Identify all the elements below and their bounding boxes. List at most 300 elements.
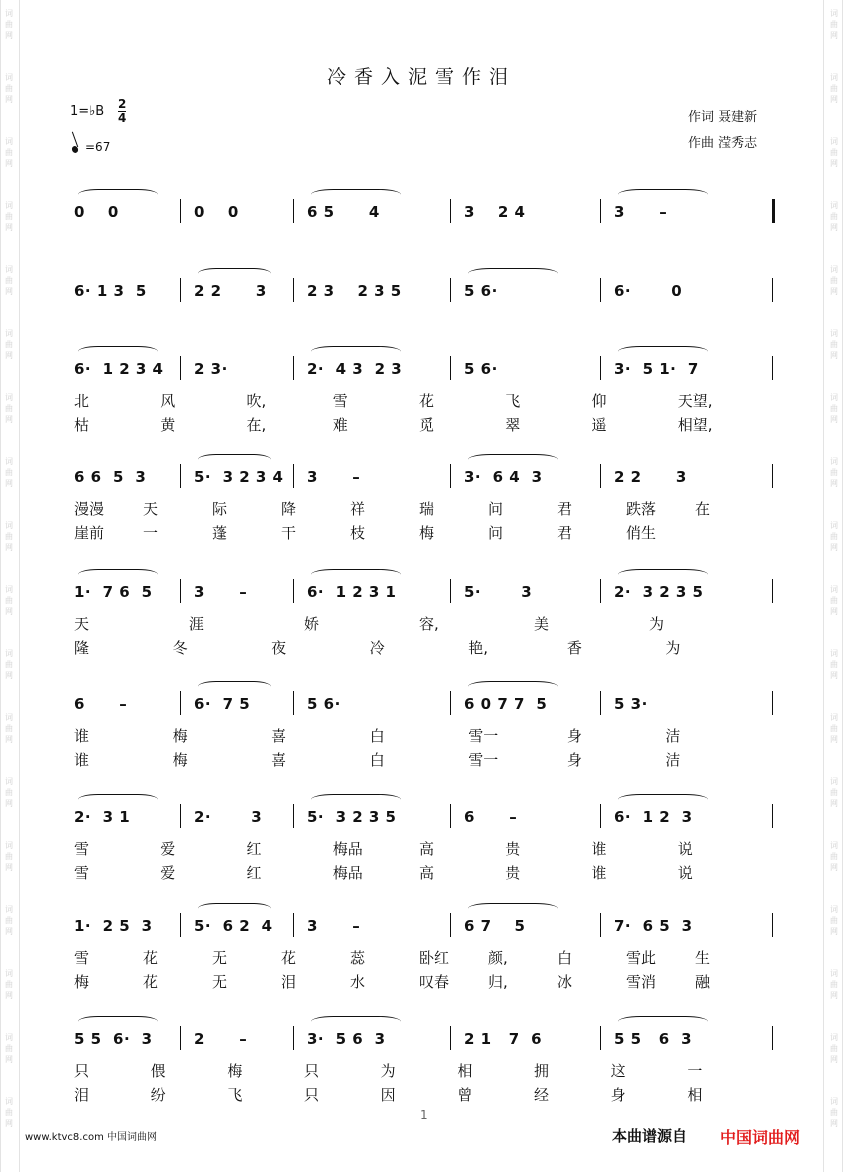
lyric-word: 为 [380, 1062, 396, 1080]
lyric-word: 叹春 [419, 973, 450, 991]
watermark-text: 词 曲 网 [5, 393, 13, 424]
lyric-word: 洁 [665, 727, 681, 745]
score-line [0, 583, 843, 663]
notation-row [60, 203, 780, 225]
bar-line [293, 278, 294, 302]
watermark-text: 词 曲 网 [830, 1033, 838, 1064]
lyric-word: 艳, [468, 639, 489, 657]
watermark-text: 词 曲 网 [5, 9, 13, 40]
end-bar-line [772, 691, 773, 715]
lyric-word: 际 [212, 500, 228, 518]
lyric-word: 雪 [332, 392, 348, 410]
bar-line [293, 1026, 294, 1050]
measure-notes: 5· 3 2 3 4 [194, 468, 284, 486]
measure-notes: 5 6· [464, 360, 498, 378]
lyric-word: 生 [695, 949, 711, 967]
lyric-word: 无 [212, 949, 228, 967]
slur-arc [311, 189, 401, 200]
watermark-text: 词 曲 网 [5, 905, 13, 936]
measure-notes: 5· 6 2 4 [194, 917, 273, 935]
bar-line [180, 804, 181, 828]
watermark-text: 词 曲 网 [830, 201, 838, 232]
measure-notes: 3· 5 6 3 [307, 1030, 386, 1048]
lyric-word: 隆 [74, 639, 90, 657]
watermark-text: 词 曲 网 [5, 137, 13, 168]
watermark-text: 词 曲 网 [830, 1097, 838, 1128]
notation-row [60, 1030, 780, 1052]
bar-line [600, 356, 601, 380]
watermark-text: 词 曲 网 [830, 969, 838, 1000]
measure-notes: 6· 1 3 5 [74, 282, 147, 300]
lyric-word: 天望, [677, 392, 713, 410]
lyric-word: 飞 [505, 392, 521, 410]
lyric-word: 冰 [557, 973, 573, 991]
bar-line [293, 199, 294, 223]
measure-notes: 5 6· [464, 282, 498, 300]
lyric-word: 蕊 [350, 949, 366, 967]
bar-line [180, 691, 181, 715]
lyric-word: 相望, [677, 416, 713, 434]
composer-credit: 作曲 滢秀志 [688, 136, 758, 151]
lyrics-verse-2 [60, 522, 780, 542]
page-number: 1 [420, 1108, 428, 1122]
lyric-word: 归, [488, 973, 508, 991]
watermark-text: 词 曲 网 [5, 777, 13, 808]
lyric-word: 纷 [150, 1086, 166, 1104]
measure-notes: 6 7 5 [464, 917, 526, 935]
measure-notes: 6 – [464, 808, 518, 826]
watermark-text: 词 曲 网 [5, 521, 13, 552]
lyrics-verse-1 [60, 390, 780, 410]
lyric-word: 谁 [74, 727, 90, 745]
measure-notes: 3· 6 4 3 [464, 468, 543, 486]
score-line [0, 203, 843, 283]
lyrics-verse-2 [60, 637, 780, 657]
watermark-text: 词 曲 网 [830, 329, 838, 360]
lyric-word: 相 [457, 1062, 473, 1080]
watermark-text: 词 曲 网 [830, 521, 838, 552]
time-signature [118, 98, 126, 125]
measure-notes: 0 0 [194, 203, 239, 221]
lyric-word: 颜, [488, 949, 508, 967]
lyric-word: 曾 [457, 1086, 473, 1104]
bar-line [293, 804, 294, 828]
lyric-word: 喜 [271, 751, 287, 769]
end-bar-line [772, 1026, 773, 1050]
measure-notes: 2 2 3 [194, 282, 267, 300]
watermark-text: 词 曲 网 [830, 137, 838, 168]
lyric-word: 身 [566, 751, 582, 769]
lyric-word: 融 [695, 973, 711, 991]
watermark-text: 词 曲 网 [830, 73, 838, 104]
slur-arc [198, 903, 271, 914]
lyric-word: 在 [695, 500, 711, 518]
measure-notes: 3 – [307, 468, 361, 486]
lyric-word: 花 [419, 392, 435, 410]
lyric-word: 娇 [304, 615, 320, 633]
notation-row [60, 583, 780, 605]
lyric-word: 梅品 [332, 864, 363, 882]
watermark-text: 词 曲 网 [5, 841, 13, 872]
measure-notes: 7· 6 5 3 [614, 917, 693, 935]
notation-row [60, 917, 780, 939]
lyric-word: 问 [488, 500, 504, 518]
lyric-word: 梅 [74, 973, 90, 991]
lyrics-verse-1 [60, 613, 780, 633]
lyric-word: 雪 [74, 949, 90, 967]
slur-arc [618, 1016, 708, 1027]
bar-line [180, 579, 181, 603]
bar-line [600, 691, 601, 715]
lyric-word: 只 [74, 1062, 90, 1080]
lyric-word: 身 [566, 727, 582, 745]
measure-notes: 5· 3 2 3 5 [307, 808, 397, 826]
measure-notes: 2 1 7 6 [464, 1030, 543, 1048]
measure-notes: 3· 5 1· 7 [614, 360, 699, 378]
measure-notes: 2· 3 2 3 5 [614, 583, 704, 601]
lyrics-verse-2 [60, 749, 780, 769]
score-line [0, 695, 843, 775]
lyric-word: 一 [687, 1062, 703, 1080]
slur-arc [78, 569, 158, 580]
lyric-word: 泪 [74, 1086, 90, 1104]
watermark-text: 词 曲 网 [830, 585, 838, 616]
score-line [0, 1030, 843, 1110]
measure-notes: 2 3· [194, 360, 228, 378]
lyric-word: 只 [304, 1062, 320, 1080]
measure-notes: 6· 0 [614, 282, 683, 300]
lyric-word: 偎 [150, 1062, 166, 1080]
lyrics-verse-2 [60, 1084, 780, 1104]
bar-line [450, 199, 451, 223]
watermark-text: 词 曲 网 [830, 649, 838, 680]
measure-notes: 6 5 4 [307, 203, 380, 221]
bar-line [450, 464, 451, 488]
slur-arc [78, 346, 158, 357]
notation-row [60, 695, 780, 717]
lyric-word: 白 [369, 727, 385, 745]
lyric-word: 难 [332, 416, 348, 434]
lyric-word: 君 [557, 524, 573, 542]
bar-line [600, 913, 601, 937]
bar-line [450, 1026, 451, 1050]
lyric-word: 瑞 [419, 500, 435, 518]
slur-arc [468, 268, 558, 279]
watermark-text: 词 曲 网 [830, 457, 838, 488]
slur-arc [78, 189, 158, 200]
lyric-word: 洁 [665, 751, 681, 769]
lyric-word: 涯 [189, 615, 205, 633]
lyrics-verse-1 [60, 725, 780, 745]
lyric-word: 仰 [591, 392, 607, 410]
lyric-word: 红 [246, 840, 262, 858]
time-sig-bottom: 4 [118, 111, 127, 125]
slur-arc [618, 569, 708, 580]
measure-notes: 6 – [74, 695, 128, 713]
measure-notes: 2· 3 1 [74, 808, 131, 826]
slur-arc [618, 794, 708, 805]
slur-arc [618, 189, 708, 200]
measure-notes: 3 2 4 [464, 203, 526, 221]
measure-notes: 5 3· [614, 695, 648, 713]
watermark-text: 词 曲 网 [830, 393, 838, 424]
lyric-word: 容, [419, 615, 439, 633]
bar-line [450, 278, 451, 302]
bar-line [180, 199, 181, 223]
lyric-word: 只 [304, 1086, 320, 1104]
measure-notes: 2 – [194, 1030, 248, 1048]
slur-arc [311, 794, 401, 805]
lyric-word: 天 [74, 615, 90, 633]
bar-line [293, 579, 294, 603]
tempo-value: =67 [85, 140, 111, 154]
lyric-word: 美 [534, 615, 550, 633]
bar-line [600, 199, 601, 223]
measure-notes: 5· 3 [464, 583, 533, 601]
lyric-word: 卧红 [419, 949, 450, 967]
lyric-word: 谁 [74, 751, 90, 769]
lyric-word: 说 [677, 840, 693, 858]
measure-notes: 5 5 6 3 [614, 1030, 693, 1048]
score-line [0, 360, 843, 440]
lyrics-verse-2 [60, 862, 780, 882]
watermark-text: 词 曲 网 [830, 9, 838, 40]
watermark-text: 词 曲 网 [5, 73, 13, 104]
measure-notes: 0 0 [74, 203, 119, 221]
lyric-word: 蓬 [212, 524, 228, 542]
lyric-word: 白 [557, 949, 573, 967]
measure-notes: 6 0 7 7 5 [464, 695, 548, 713]
lyric-word: 梅 [172, 751, 188, 769]
lyric-word: 梅 [227, 1062, 243, 1080]
lyric-word: 雪消 [626, 973, 657, 991]
lyric-word: 泪 [281, 973, 297, 991]
measure-notes: 3 – [614, 203, 668, 221]
bar-line [293, 691, 294, 715]
watermark-text: 词 曲 网 [830, 713, 838, 744]
lyric-word: 喜 [271, 727, 287, 745]
lyric-word: 一 [143, 524, 159, 542]
lyric-word: 风 [160, 392, 176, 410]
lyric-word: 香 [566, 639, 582, 657]
lyric-word: 翠 [505, 416, 521, 434]
notation-row [60, 808, 780, 830]
lyric-word: 贵 [505, 840, 521, 858]
score-line [0, 917, 843, 997]
repeat-bar-line [772, 199, 775, 223]
measure-notes: 6· 7 5 [194, 695, 251, 713]
lyric-word: 高 [419, 840, 435, 858]
key-signature: 1=♭B [70, 104, 105, 119]
bar-line [450, 691, 451, 715]
bar-line [180, 278, 181, 302]
slur-arc [311, 346, 401, 357]
lyric-word: 祥 [350, 500, 366, 518]
slur-arc [78, 1016, 158, 1027]
slur-arc [78, 794, 158, 805]
bar-line [450, 913, 451, 937]
lyric-word: 雪 [74, 840, 90, 858]
lyric-word: 梅品 [332, 840, 363, 858]
lyric-word: 爱 [160, 840, 176, 858]
end-bar-line [772, 913, 773, 937]
end-bar-line [772, 278, 773, 302]
lyric-word: 崖前 [74, 524, 105, 542]
lyric-word: 红 [246, 864, 262, 882]
measure-notes: 5 6· [307, 695, 341, 713]
slur-arc [311, 569, 401, 580]
lyric-word: 飞 [227, 1086, 243, 1104]
lyric-word: 花 [143, 949, 159, 967]
lyrics-verse-1 [60, 498, 780, 518]
footer-brand: 中国词曲网 [720, 1128, 801, 1147]
measure-notes: 6· 1 2 3 [614, 808, 693, 826]
tempo-marking [72, 140, 110, 154]
lyric-word: 为 [649, 615, 665, 633]
slur-arc [198, 454, 271, 465]
slur-arc [468, 454, 558, 465]
lyric-word: 谁 [591, 840, 607, 858]
measure-notes: 1· 2 5 3 [74, 917, 153, 935]
lyric-word: 经 [534, 1086, 550, 1104]
watermark-text: 词 曲 网 [5, 1097, 13, 1128]
notation-row [60, 360, 780, 382]
lyric-word: 跌落 [626, 500, 657, 518]
watermark-text: 词 曲 网 [5, 265, 13, 296]
song-title: 冷香入泥雪作泪 [326, 66, 516, 88]
watermark-text: 词 曲 网 [5, 649, 13, 680]
measure-notes: 6 6 5 3 [74, 468, 147, 486]
bar-line [450, 579, 451, 603]
lyric-word: 问 [488, 524, 504, 542]
lyric-word: 黄 [160, 416, 176, 434]
time-sig-top: 2 [118, 97, 127, 111]
end-bar-line [772, 804, 773, 828]
lyric-word: 拥 [534, 1062, 550, 1080]
slur-arc [198, 268, 271, 279]
lyric-word: 谁 [591, 864, 607, 882]
lyric-word: 雪 [74, 864, 90, 882]
lyric-word: 君 [557, 500, 573, 518]
end-bar-line [772, 356, 773, 380]
measure-notes: 6· 1 2 3 4 [74, 360, 164, 378]
lyric-word: 高 [419, 864, 435, 882]
watermark-text: 词 曲 网 [830, 265, 838, 296]
lyric-word: 无 [212, 973, 228, 991]
lyric-word: 雪一 [468, 751, 499, 769]
footer-source-label: 本曲谱源自 [612, 1127, 688, 1145]
measure-notes: 2 3 2 3 5 [307, 282, 402, 300]
notation-row [60, 468, 780, 490]
lyric-word: 因 [380, 1086, 396, 1104]
watermark-text: 词 曲 网 [830, 841, 838, 872]
lyric-word: 遥 [591, 416, 607, 434]
watermark-text: 词 曲 网 [5, 969, 13, 1000]
watermark-text: 词 曲 网 [830, 777, 838, 808]
lyric-word: 梅 [172, 727, 188, 745]
watermark-text: 词 曲 网 [5, 457, 13, 488]
watermark-text: 词 曲 网 [5, 1033, 13, 1064]
watermark-text: 词 曲 网 [830, 905, 838, 936]
lyric-word: 枝 [350, 524, 366, 542]
lyrics-verse-1 [60, 1060, 780, 1080]
watermark-text: 词 曲 网 [5, 713, 13, 744]
bar-line [600, 579, 601, 603]
bar-line [293, 464, 294, 488]
lyric-word: 白 [369, 751, 385, 769]
measure-notes: 2· 4 3 2 3 [307, 360, 403, 378]
lyrics-verse-2 [60, 414, 780, 434]
lyric-word: 北 [74, 392, 90, 410]
score-line [0, 468, 843, 548]
end-bar-line [772, 464, 773, 488]
watermark-text: 词 曲 网 [5, 201, 13, 232]
lyric-word: 冷 [369, 639, 385, 657]
lyric-word: 水 [350, 973, 366, 991]
lyric-word: 爱 [160, 864, 176, 882]
lyric-word: 雪一 [468, 727, 499, 745]
lyric-word: 梅 [419, 524, 435, 542]
quarter-note-icon [71, 145, 79, 154]
lyric-word: 冬 [172, 639, 188, 657]
bar-line [600, 804, 601, 828]
bar-line [293, 356, 294, 380]
lyric-word: 花 [143, 973, 159, 991]
lyric-word: 相 [687, 1086, 703, 1104]
slur-arc [311, 1016, 401, 1027]
measure-notes: 3 – [194, 583, 248, 601]
notation-row [60, 282, 780, 304]
lyric-word: 降 [281, 500, 297, 518]
lyric-word: 俏生 [626, 524, 657, 542]
lyrics-verse-2 [60, 971, 780, 991]
lyric-word: 贵 [505, 864, 521, 882]
lyrics-verse-1 [60, 947, 780, 967]
lyric-word: 干 [281, 524, 297, 542]
bar-line [600, 1026, 601, 1050]
bar-line [600, 464, 601, 488]
measure-notes: 1· 7 6 5 [74, 583, 153, 601]
bar-line [450, 804, 451, 828]
watermark-text: 词 曲 网 [5, 329, 13, 360]
lyric-word: 吹, [246, 392, 267, 410]
lyric-word: 在, [246, 416, 267, 434]
bar-line [293, 913, 294, 937]
watermark-text: 词 曲 网 [5, 585, 13, 616]
end-bar-line [772, 579, 773, 603]
slur-arc [468, 681, 558, 692]
bar-line [180, 356, 181, 380]
measure-notes: 2· 3 [194, 808, 263, 826]
bar-line [180, 1026, 181, 1050]
lyricist-credit: 作词 聂建新 [688, 110, 758, 125]
lyric-word: 觅 [419, 416, 435, 434]
lyric-word: 身 [610, 1086, 626, 1104]
lyric-word: 漫漫 [74, 500, 105, 518]
lyric-word: 天 [143, 500, 159, 518]
lyric-word: 说 [677, 864, 693, 882]
slur-arc [618, 346, 708, 357]
lyrics-verse-1 [60, 838, 780, 858]
score-line [0, 808, 843, 888]
slur-arc [198, 681, 271, 692]
lyric-word: 这 [610, 1062, 626, 1080]
bar-line [180, 464, 181, 488]
lyric-word: 为 [665, 639, 681, 657]
measure-notes: 5 5 6· 3 [74, 1030, 153, 1048]
lyric-word: 夜 [271, 639, 287, 657]
bar-line [450, 356, 451, 380]
